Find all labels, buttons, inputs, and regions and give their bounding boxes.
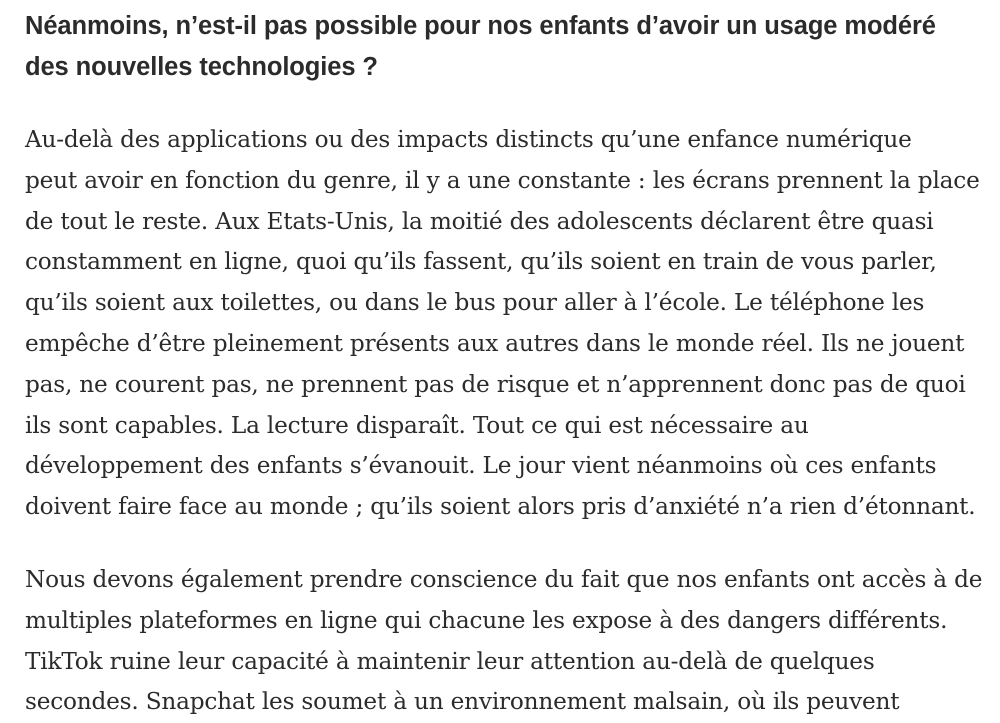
section-heading xyxy=(25,6,983,88)
paragraph-line: multiples plateformes en ligne qui chacune les expose à des dangers différents. xyxy=(25,606,948,634)
paragraph-line: de tout le reste. Aux Etats-Unis, la moitié des adolescents déclarent être quasi xyxy=(25,207,934,235)
paragraph-line: doivent faire face au monde ; qu’ils soient alors pris d’anxiété n’a rien d’étonnant. xyxy=(25,493,976,521)
heading-line: des nouvelles technologies ? xyxy=(25,53,378,81)
paragraph-2 xyxy=(25,560,983,723)
paragraph-line: Nous devons également prendre conscience du fait que nos enfants ont accès à de xyxy=(25,565,983,593)
paragraph-line: pas, ne courent pas, ne prennent pas de risque et n’apprennent donc pas de quoi xyxy=(25,370,966,398)
paragraph-line: qu’ils soient aux toilettes, ou dans le bus pour aller à l’école. Le téléphone les xyxy=(25,289,925,317)
paragraph-line: peut avoir en fonction du genre, il y a une constante : les écrans prennent la place xyxy=(25,166,980,194)
paragraph-line: secondes. Snapchat les soumet à un environnement malsain, où ils peuvent xyxy=(25,688,900,716)
article-body xyxy=(25,0,983,723)
heading-line: Néanmoins, n’est-il pas possible pour nos enfants d’avoir un usage modéré xyxy=(25,12,936,40)
paragraph-line: développement des enfants s’évanouit. Le jour vient néanmoins où ces enfants xyxy=(25,452,937,480)
paragraph-line: empêche d’être pleinement présents aux autres dans le monde réel. Ils ne jouent xyxy=(25,329,965,357)
paragraph-line: Au-delà des applications ou des impacts distincts qu’une enfance numérique xyxy=(25,126,912,153)
paragraph-line: constamment en ligne, quoi qu’ils fassent, qu’ils soient en train de vous parler, xyxy=(25,248,937,276)
paragraph-line: ils sont capables. La lecture disparaît. Tout ce qui est nécessaire au xyxy=(25,411,809,439)
paragraph-1 xyxy=(25,120,983,528)
paragraph-line: TikTok ruine leur capacité à maintenir leur attention au-delà de quelques xyxy=(25,647,875,675)
